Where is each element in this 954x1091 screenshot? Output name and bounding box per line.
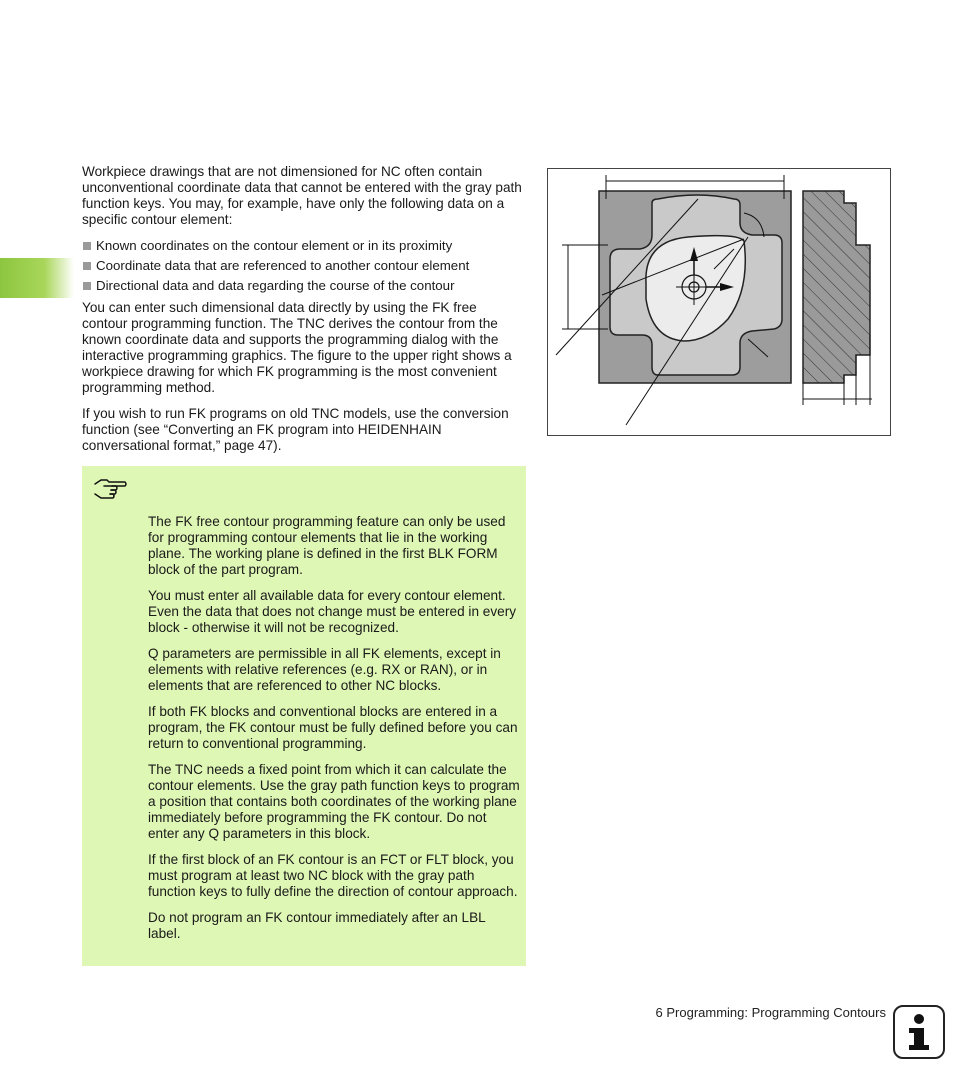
note-item: If both FK blocks and conventional blocks are entered in a program, the FK contour must be fully defined before you can return to conventional programming. <box>148 704 518 751</box>
note-box <box>82 466 526 966</box>
note-item: The TNC needs a fixed point from which it can calculate the contour elements. Use the gray path function keys to program a position that contains both coordinates of the working plane immediately before programming the FK contour. Do not enter any Q parameters in this block. <box>148 762 520 841</box>
conversion-paragraph: If you wish to run FK programs on old TNC models, use the conversion function (see “Converting an FK program into HEIDENHAIN conversational format,” page 47). <box>82 406 509 453</box>
note-item: If the first block of an FK contour is an FCT or FLT block, you must program at least two NC block with the gray path function keys to fully define the direction of contour approach. <box>148 852 518 899</box>
fk-description-paragraph: You can enter such dimensional data directly by using the FK free contour programming function. The TNC derives the contour from the known coordinate data and supports the programming dialog with the interactive programming graphics. The figure to the upper right shows a workpiece drawing for which FK programming is the most convenient programming method. <box>82 300 512 395</box>
workpiece-drawing-figure <box>547 168 891 436</box>
info-icon <box>893 1005 945 1059</box>
main-text-column <box>82 164 524 464</box>
note-item: Do not program an FK contour immediately after an LBL label. <box>148 910 486 941</box>
list-item: Directional data and data regarding the course of the contour <box>82 278 524 294</box>
chapter-footer: 6 Programming: Programming Contours <box>655 1005 886 1020</box>
note-item: Q parameters are permissible in all FK elements, except in elements with relative references (e.g. RX or RAN), or in elements that are referenced to other NC blocks. <box>148 646 501 693</box>
chapter-tab-marker <box>0 258 74 298</box>
bullet-square-icon <box>83 282 91 290</box>
note-item: You must enter all available data for every contour element. Even the data that does not change must be entered in every block - otherwise it will not be recognized. <box>148 588 517 635</box>
bullet-square-icon <box>83 262 91 270</box>
list-item: Known coordinates on the contour element or in its proximity <box>82 238 524 254</box>
workpiece-drawing <box>548 169 890 435</box>
intro-paragraph: Workpiece drawings that are not dimensioned for NC often contain unconventional coordinate data that cannot be entered with the gray path function keys. You may, for example, have only the following data on a specific contour element: <box>82 164 522 227</box>
pointing-hand-icon <box>92 474 128 504</box>
bullet-square-icon <box>83 242 91 250</box>
list-item: Coordinate data that are referenced to another contour element <box>82 258 524 274</box>
note-item: The FK free contour programming feature can only be used for programming contour elements that lie in the working plane. The working plane is defined in the first BLK FORM block of the part program. <box>148 514 506 577</box>
note-items <box>148 514 520 952</box>
bullet-list <box>82 238 524 294</box>
